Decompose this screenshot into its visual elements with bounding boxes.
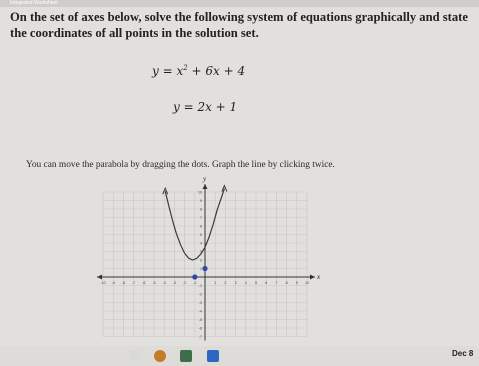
x-axis-arrow-left bbox=[97, 275, 102, 280]
equation-2: y = 2x + 1 bbox=[173, 100, 238, 114]
y-axis-label: y bbox=[203, 175, 207, 183]
x-tick-label: -3 bbox=[172, 281, 177, 285]
y-tick-label: -6 bbox=[198, 326, 202, 331]
question-text: On the set of axes below, solve the following system of equations graphically and state the coordinates of all points in the solution set. bbox=[10, 10, 468, 40]
x-tick-label: -8 bbox=[121, 281, 126, 285]
y-tick-label: -5 bbox=[198, 317, 202, 322]
x-tick-label: 1 bbox=[214, 281, 217, 285]
y-tick-label: 2 bbox=[200, 258, 202, 263]
x-tick-label: 4 bbox=[244, 281, 247, 285]
y-tick-label: 6 bbox=[200, 224, 202, 229]
x-tick-label: 8 bbox=[285, 281, 288, 285]
files-icon[interactable] bbox=[154, 350, 166, 362]
x-tick-label: 6 bbox=[265, 281, 268, 285]
drag-point-2[interactable] bbox=[202, 266, 207, 271]
y-tick-label: 9 bbox=[200, 198, 202, 203]
titlebar-label: Integrated Worksheet bbox=[10, 0, 58, 6]
axes bbox=[97, 175, 321, 341]
x-axis-arrow bbox=[310, 275, 315, 280]
x-tick-label: 9 bbox=[295, 281, 298, 285]
x-tick-label: 2 bbox=[224, 281, 227, 285]
equation-1: $y = x^2 + 6x + 4$ bbox=[152, 64, 246, 78]
chrome-icon[interactable] bbox=[129, 350, 141, 362]
x-tick-label: -1 bbox=[193, 281, 197, 285]
x-tick-label: -4 bbox=[162, 281, 166, 285]
x-tick-label: -6 bbox=[142, 281, 146, 285]
titlebar bbox=[0, 0, 479, 7]
x-tick-label: -2 bbox=[182, 281, 187, 285]
x-tick-label: -7 bbox=[131, 281, 136, 285]
y-tick-label: 10 bbox=[198, 190, 202, 195]
x-axis-label: x bbox=[317, 273, 321, 281]
x-tick-label: -9 bbox=[111, 281, 115, 285]
shelf-date[interactable]: Dec 8 bbox=[452, 349, 474, 358]
y-tick-label: -2 bbox=[198, 292, 202, 297]
y-tick-label: 3 bbox=[200, 249, 202, 254]
instruction-text: You can move the parabola by dragging the dots. Graph the line by clicking twice. bbox=[26, 160, 335, 170]
x-tick-label: -5 bbox=[152, 281, 156, 285]
shelf bbox=[0, 346, 479, 366]
y-tick-label: -4 bbox=[198, 309, 202, 314]
docs-icon[interactable] bbox=[207, 350, 219, 362]
x-tick-label: 10 bbox=[305, 281, 309, 285]
y-tick-label: 8 bbox=[200, 207, 202, 212]
x-tick-label: 7 bbox=[275, 281, 278, 285]
y-tick-label: 4 bbox=[200, 241, 202, 246]
drag-point-1[interactable] bbox=[192, 274, 197, 279]
x-tick-label: 5 bbox=[255, 281, 257, 285]
graphing-canvas[interactable] bbox=[90, 154, 340, 344]
x-tick-label: 3 bbox=[234, 281, 237, 285]
y-tick-label: 7 bbox=[200, 215, 202, 220]
meet-icon[interactable] bbox=[180, 350, 192, 362]
y-axis-arrow bbox=[203, 184, 208, 189]
y-tick-label: -7 bbox=[198, 334, 202, 339]
y-tick-label: -3 bbox=[198, 300, 202, 305]
y-tick-label: 1 bbox=[200, 266, 202, 271]
x-tick-label: -10 bbox=[100, 281, 106, 285]
y-tick-label: 5 bbox=[200, 232, 202, 237]
y-tick-label: -1 bbox=[198, 283, 202, 288]
